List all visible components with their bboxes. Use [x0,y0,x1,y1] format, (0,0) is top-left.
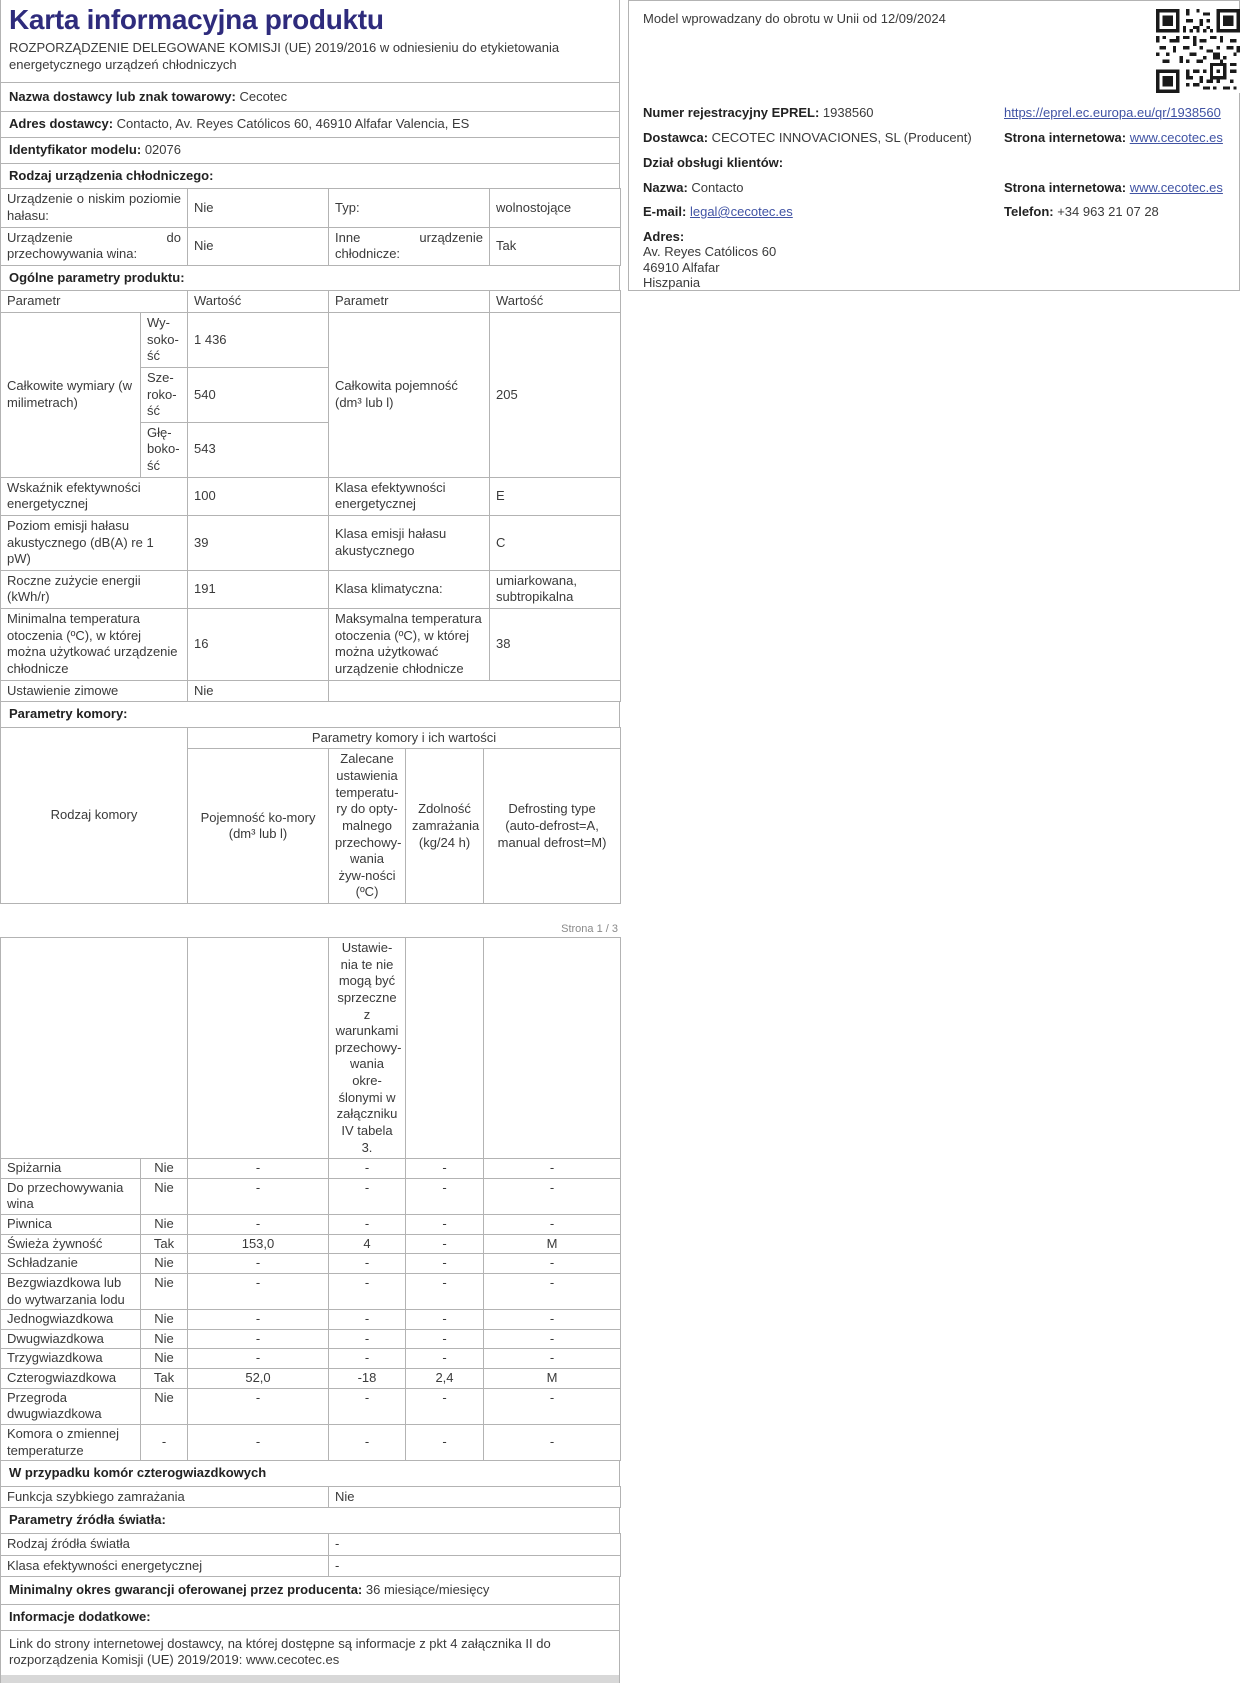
table-row [1,1234,621,1254]
cell: - [329,1254,406,1274]
address-line: Hiszpania [643,274,701,290]
website-row-2 [1004,180,1223,197]
email-label: E-mail: [643,204,687,219]
chamber-present: Nie [141,1273,188,1309]
section-additional-info: Informacje dodatkowe: [0,1604,620,1631]
supplier-name-label: Nazwa dostawcy lub znak towarowy: [9,89,236,105]
chamber-present: Nie [141,1329,188,1349]
manufacturer-value: CECOTEC INNOVACIONES, SL (Producent) [711,130,972,145]
table-row [1,1273,621,1309]
section-general-parameters: Ogólne parametry produktu: [0,265,620,292]
chamber-present: Nie [141,1310,188,1330]
supplier-address-value: Contacto, Av. Reyes Católicos 60, 46910 Alfafar Valencia, ES [116,116,470,132]
chamber-table-header [0,727,621,904]
table-row [1,1215,621,1235]
header-parametr-1: Parametr [1,291,188,313]
cell-height-label: Wy-soko-ść [141,313,188,368]
cell: - [329,1159,406,1179]
cell-eei-value: 100 [188,477,329,515]
title-block [0,0,620,83]
chamber-name: Świeża żywność [1,1234,141,1254]
cell-depth-label: Głę-boko-ść [141,422,188,477]
chamber-name: Schładzanie [1,1254,141,1274]
model-identifier-label: Identyfikator modelu: [9,142,142,158]
chamber-present: Tak [141,1234,188,1254]
eprel-number-value: 1938560 [822,105,874,120]
supplier-address-label: Adres dostawcy: [9,116,114,132]
chamber-name: Jednogwiazdkowa [1,1310,141,1330]
supplier-name-row [0,82,620,112]
chamber-present: Nie [141,1159,188,1179]
chamber-name: Komora o zmiennej temperaturze [1,1424,141,1460]
table-row [1,1388,621,1424]
chamber-name: Trzygwiazdkowa [1,1349,141,1369]
cell: 4 [329,1234,406,1254]
cell-winter-label: Ustawienie zimowe [1,680,188,702]
eprel-number-row [643,105,874,122]
table-row [1,938,621,1159]
table-row [1,1329,621,1349]
cell-depth-value: 543 [188,422,329,477]
supplier-address-row [0,111,620,138]
cell: - [406,1349,484,1369]
cell-light-type-value: - [329,1534,621,1556]
cell: - [406,1254,484,1274]
cell-height-value: 1 436 [188,313,329,368]
eprel-info-panel [628,0,1240,291]
cell: - [484,1310,621,1330]
email-link[interactable]: legal@cecotec.es [689,204,793,219]
header-chamber-type: Rodzaj komory [1,727,188,903]
cell: - [188,1273,329,1309]
table-row [1,313,621,368]
header-parametr-2: Parametr [329,291,490,313]
cell: -18 [329,1369,406,1389]
chamber-name: Bezgwiazdkowa lub do wytwarzania lodu [1,1273,141,1309]
cell: - [484,1273,621,1309]
website-link-2[interactable]: www.cecotec.es [1129,180,1223,195]
product-fiche-document [0,0,620,1683]
header-chamber-group: Parametry komory i ich wartości [188,727,621,749]
cell: - [188,1178,329,1214]
chamber-name: Piwnica [1,1215,141,1235]
cell: - [406,1234,484,1254]
cell-energy-year-value: 191 [188,570,329,608]
cell-min-temp-value: 16 [188,609,329,681]
table-row [1,515,621,570]
cell-energy-class-value: E [490,477,621,515]
page-break [0,904,620,938]
cell: 2,4 [406,1369,484,1389]
website-label-1: Strona internetowa: [1004,130,1127,145]
cell: - [329,1273,406,1309]
cell-dimensions-label: Całkowite wymiary (w milimetrach) [1,313,141,478]
cell: - [329,1388,406,1424]
table-row [1,1486,621,1508]
cell: 153,0 [188,1234,329,1254]
cell: - [329,1424,406,1460]
address-block [643,229,776,290]
header-defrosting-type: Defrosting type (auto-defrost=A, manual defrost=M) [484,749,621,904]
cell-empty [329,680,621,702]
chamber-present: Nie [141,1178,188,1214]
general-parameters-table [0,290,621,702]
address-line: 46910 Alfafar [643,259,720,275]
phone-row [1004,204,1159,221]
website-label-2: Strona internetowa: [1004,180,1127,195]
cell: - [329,1349,406,1369]
cell: - [484,1329,621,1349]
model-identifier-row [0,137,620,164]
phone-value: +34 963 21 07 28 [1057,204,1159,219]
chamber-table [0,937,621,1461]
cell-min-temp-label: Minimalna temperatura otoczenia (ºC), w której można użytkować urządzenie chłodnicze [1,609,188,681]
cell: M [484,1369,621,1389]
phone-label: Telefon: [1004,204,1054,219]
table-row [1,477,621,515]
cell-noise-label: Poziom emisji hałasu akustycznego (dB(A) re 1 pW) [1,515,188,570]
section-four-star: W przypadku komór czterogwiazdkowych [0,1460,620,1487]
cell: - [188,1349,329,1369]
next-section-cutoff [0,1675,620,1683]
chamber-name: Czterogwiazdkowa [1,1369,141,1389]
table-row [1,1349,621,1369]
cell-type-label: Typ: [329,189,490,227]
cell: - [329,1310,406,1330]
cell-climate-class-label: Klasa klimatyczna: [329,570,490,608]
cell: M [484,1234,621,1254]
cell-empty [1,938,188,1159]
table-row [1,609,621,681]
address-line: Av. Reyes Católicos 60 [643,244,777,260]
eprel-link[interactable]: https://eprel.ec.europa.eu/qr/1938560 [1004,105,1221,120]
website-row-1 [1004,130,1223,147]
cell-max-temp-label: Maksymalna temperatura otoczenia (ºC), w której można użytkować urządzenie chłodnicze [329,609,490,681]
cell-climate-class-value: umiarkowana, subtropikalna [490,570,621,608]
table-row [1,1310,621,1330]
eprel-link-wrap [1004,105,1221,122]
chamber-present: Nie [141,1215,188,1235]
chamber-present: Tak [141,1369,188,1389]
cell-type-value: wolnostojące [490,189,621,227]
page-title: Karta informacyjna produktu [9,4,384,35]
cell: 52,0 [188,1369,329,1389]
table-row [1,1424,621,1460]
chamber-present: Nie [141,1388,188,1424]
section-device-type: Rodzaj urządzenia chłodniczego: [0,163,620,190]
cell: - [329,1329,406,1349]
table-row [1,1534,621,1556]
table-row [1,570,621,608]
customer-service-heading: Dział obsługi klientów: [643,155,784,170]
eprel-number-label: Numer rejestracyjny EPREL: [643,105,820,120]
cell: - [188,1254,329,1274]
cell: - [406,1388,484,1424]
cell: - [406,1159,484,1179]
table-row [1,1555,621,1577]
supplier-link-value: www.cecotec.es [246,1652,340,1668]
cell-fast-freeze-value: Nie [329,1486,621,1508]
cell-width-label: Sze-roko-ść [141,367,188,422]
contact-name-value: Contacto [691,180,744,195]
cell: - [188,1159,329,1179]
table-row [1,189,621,227]
device-type-table [0,188,621,266]
cell: - [406,1215,484,1235]
cell-empty [406,938,484,1159]
cell: - [329,1178,406,1214]
model-market-date: Model wprowadzany do obrotu w Unii od 12/09/2024 [643,11,946,26]
header-wartosc-2: Wartość [490,291,621,313]
cell: - [188,1310,329,1330]
guarantee-row [0,1576,620,1605]
cell: - [484,1388,621,1424]
cell: - [484,1215,621,1235]
light-source-table [0,1533,621,1577]
cell: - [406,1273,484,1309]
cell-light-type-label: Rodzaj źródła światła [1,1534,329,1556]
cell-energy-class-label: Klasa efektywności energetycznej [329,477,490,515]
cell-other-label: Inne urządzenie chłodnicze: [329,227,490,265]
cell: - [484,1159,621,1179]
chamber-present: Nie [141,1254,188,1274]
cell-other-value: Tak [490,227,621,265]
cell: - [188,1215,329,1235]
header-wartosc-1: Wartość [188,291,329,313]
contact-name-row [643,180,743,197]
qr-code-icon [1156,9,1240,93]
cell: - [188,1424,329,1460]
cell: - [484,1349,621,1369]
table-header-row [1,727,621,749]
contact-name-label: Nazwa: [643,180,688,195]
supplier-name-value: Cecotec [239,89,288,105]
manufacturer-label: Dostawca: [643,130,709,145]
cell-wine-label: Urządzenie do przechowywania wina: [1,227,188,265]
cell-noise-value: 39 [188,515,329,570]
chamber-name: Spiżarnia [1,1159,141,1179]
email-row [643,204,793,221]
cell-light-class-value: - [329,1555,621,1577]
table-row [1,680,621,702]
cell-energy-year-label: Roczne zużycie energii (kWh/r) [1,570,188,608]
page-indicator: Strona 1 / 3 [561,922,618,935]
cell-low-noise-value: Nie [188,189,329,227]
section-light-source: Parametry źródła światła: [0,1507,620,1534]
cell: - [188,1329,329,1349]
header-freezing-capacity: Zdolność zamrażania (kg/24 h) [406,749,484,904]
supplier-link-label: Link do strony internetowej dostawcy, na której dostępne są informacje z pkt 4 załącznika II do rozporządzenia Komisji (UE) 2019/2019: [9,1635,551,1668]
cell: - [406,1310,484,1330]
supplier-link-row [0,1630,620,1676]
table-row [1,1159,621,1179]
address-label: Adres: [643,229,685,244]
cell-low-noise-label: Urządzenie o niskim poziomie hałasu: [1,189,188,227]
cell-volume-value: 205 [490,313,621,478]
cell: - [188,1388,329,1424]
website-link-1[interactable]: www.cecotec.es [1129,130,1223,145]
regulation-text: ROZPORZĄDZENIE DELEGOWANE KOMISJI (UE) 2019/2016 w odniesieniu do etykietowania energetycznego urządzeń chłodniczych [9,40,560,72]
cell-eei-label: Wskaźnik efektywności energetycznej [1,477,188,515]
manufacturer-row [643,130,972,147]
table-row [1,227,621,265]
model-identifier-value: 02076 [144,142,181,158]
chamber-name: Do przechowywania wina [1,1178,141,1214]
cell: - [329,1215,406,1235]
cell: - [406,1329,484,1349]
cell-max-temp-value: 38 [490,609,621,681]
cell: - [484,1254,621,1274]
table-row [1,1178,621,1214]
cell: - [484,1178,621,1214]
fast-freeze-table [0,1486,621,1509]
cell-settings-note: Ustawie-nia te nie mogą być sprzeczne z warunkami przechowy-wania okre-ślonymi w załączniku IV tabela 3. [329,938,406,1159]
section-chamber-parameters: Parametry komory: [0,701,620,728]
cell-noise-class-label: Klasa emisji hałasu akustycznego [329,515,490,570]
cell-empty [484,938,621,1159]
cell-volume-label: Całkowita pojemność (dm³ lub l) [329,313,490,478]
table-row [1,1254,621,1274]
cell-width-value: 540 [188,367,329,422]
table-header-row [1,291,621,313]
cell: - [406,1178,484,1214]
cell: - [484,1424,621,1460]
chamber-name: Dwugwiazdkowa [1,1329,141,1349]
cell-fast-freeze-label: Funkcja szybkiego zamrażania [1,1486,329,1508]
chamber-present: Nie [141,1349,188,1369]
cell: - [406,1424,484,1460]
chamber-name: Przegroda dwugwiazdkowa [1,1388,141,1424]
cell-winter-value: Nie [188,680,329,702]
cell-light-class-label: Klasa efektywności energetycznej [1,1555,329,1577]
header-recommended-temp: Zalecane ustawienia temperatu-ry do opty-malnego przechowy-wania żyw-ności (ºC) [329,749,406,904]
chamber-present: - [141,1424,188,1460]
cell-wine-value: Nie [188,227,329,265]
guarantee-value: 36 miesiące/miesięcy [365,1582,490,1598]
table-row [1,1369,621,1389]
guarantee-label: Minimalny okres gwarancji oferowanej przez producenta: [9,1582,363,1598]
cell-empty [188,938,329,1159]
cell-noise-class-value: C [490,515,621,570]
header-chamber-volume: Pojemność ko-mory (dm³ lub l) [188,749,329,904]
